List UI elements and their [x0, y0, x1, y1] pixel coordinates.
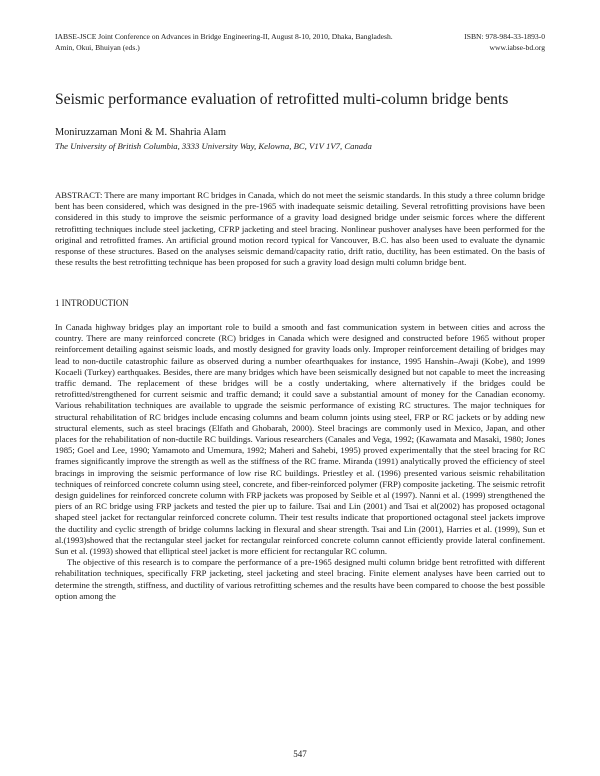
isbn: ISBN: 978-984-33-1893-0 [464, 32, 545, 41]
conference-name: IABSE-JSCE Joint Conference on Advances in Bridge Engineering-II, August 8-10, 2010, Dhaka, Bangladesh. [55, 32, 393, 41]
paper-title: Seismic performance evaluation of retrofitted multi-column bridge bents [55, 91, 509, 108]
page-number: 547 [293, 749, 307, 759]
section-body [55, 322, 545, 602]
conference-header [55, 31, 393, 53]
body-paragraph: The objective of this research is to compare the performance of a pre-1965 designed multi column bridge bent retrofitted with different rehabilitation techniques, specifically FRP jacketing, steel jacketing and steel bracing. Finite element analyses have been carried out to determine the strength, stiffness, and ductility of various retrofitting schemes and the results have been compared to choose the best possible option among the [55, 557, 545, 601]
paper-authors: Moniruzzaman Moni & M. Shahria Alam [55, 127, 227, 138]
section-heading: 1 INTRODUCTION [55, 298, 129, 308]
abstract: ABSTRACT: There are many important RC bridges in Canada, which do not meet the seismic standards. In this study a three column bridge bent has been considered, which was designed in the pre-1965 with inadequate seismic detailing. Several retrofitting provisions have been considered in this study to improve the seismic performance of a gravity load designed bridge under seismic forces where the different retrofitting techniques include steel jacketing, CFRP jacketing and steel bracing. Nonlinear pushover analyses have been performed for the original and retrofitted frames. An artificial ground motion record typical for Vancouver, B.C. has also been used to evaluate the dynamic response of these structures. Based on the analyses seismic demand/capacity ratio, drift ratio, ductility, has been estimated. On the basis of these results the best retrofitting technique has been proposed for such a gravity load design multi column bridge bent. [55, 190, 545, 268]
body-paragraph: In Canada highway bridges play an important role to build a smooth and fast communication system in between cities and across the country. There are many reinforced concrete (RC) bridges in Canada which were designed and constructed before 1965 without proper reinforcement detailing against seismic loads, and mostly designed for gravity loads only. Improper reinforcement detailing of bridges may lead to non-ductile catastrophic failure as observed during a number ofearthquakes for instance, 1995 Hanshin–Awaji (Kobe), and 1999 Kocaeli (Turkey) earthquakes. Besides, there are many bridges which have been seismically designed but not capable to meet the increasing traffic demand. The replacement of these bridges will be a costly undertaking, where alternatively if the bridges could be retrofitted/strengthened for current seismic and traffic demand; it could save a substantial amount of money for the Canadian economy. Various rehabilitation techniques are available to upgrade the seismic performance of existing RC structures. The major techniques for structural rehabilitation of RC bridges include encasing columns and beam column joints using steel, FRP or RC jackets or by adding new structural elements, such as steel bracings (Elfath and Ghobarah, 2000). Steel bracings are commonly used in Mexico, Japan, and other places for the rehabilitation of non-ductile RC buildings. Various researchers (Canales and Vega, 1992; (Kawamata and Masaki, 1980; Jones 1985; Goel and Lee, 1990; Yamamoto and Umemura, 1992; Maheri and Sahebi, 1995) proved experimentally that the steel bracing for RC frames significantly improve the strength as well as the stiffness of the RC frame. Miranda (1991) analytically proved the efficiency of steel bracings in improving the seismic performance of low rise RC buildings. Priestley et al. (1996) presented various seismic rehabilitation techniques of reinforced concrete column using steel, concrete, and fiber-reinforced polymer (FRP) composite jacketing. The seismic retrofit design guidelines for reinforced concrete column with FRP jackets was proposed by Seible et al (1997). Nanni et al. (1999) strengthened the piers of an RC bridge using FRP jackets and tested the pier up to failure. Tsai and Lin (2001) and Tsai et al(2002) has proposed octagonal shaped steel jacket for rectangular reinforced concrete column. Their test results indicate that proportioned octagonal steel jackets improve the ductility and cyclic strength of bridge columns lacking in flexural and shear strength. Tsai and Lin (2001), Harries et al. (1999), Sun et al.(1993)showed that the rectangular steel jacket for rectangular reinforced concrete column cannot efficiently provide lateral confinement. Sun et al. (1993) showed that elliptical steel jacket is more efficient for rectangular RC column. [55, 322, 545, 557]
editors: Amin, Okui, Bhuiyan (eds.) [55, 43, 140, 52]
author-affiliation: The University of British Columbia, 3333 University Way, Kelowna, BC, V1V 1V7, Canada [55, 141, 372, 151]
publication-info [464, 31, 545, 53]
website: www.iabse-bd.org [489, 43, 545, 52]
